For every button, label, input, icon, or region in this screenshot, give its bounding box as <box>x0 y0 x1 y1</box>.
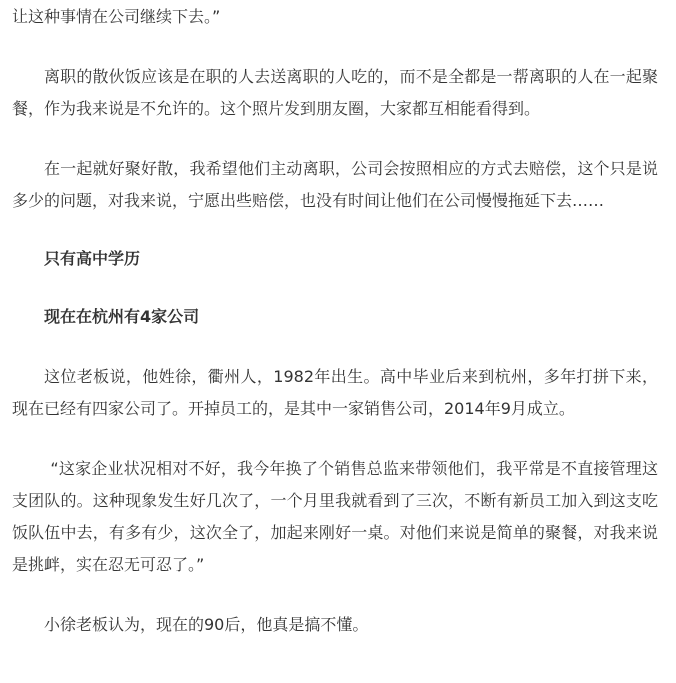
paragraph-farewell-dinner: 离职的散伙饭应该是在职的人去送离职的人吃的，而不是全都是一帮离职的人在一起聚餐，作为我来说是不允许的。这个照片发到朋友圈，大家都互相能看得到。 <box>12 67 658 118</box>
article-body <box>12 1 658 641</box>
paragraph-quote-end: 让这种事情在公司继续下去。” <box>12 7 221 26</box>
section-heading-education: 只有高中学历 <box>44 249 141 268</box>
paragraph-boss-intro: 这位老板说，他姓徐，衢州人，1982年出生。高中毕业后来到杭州，多年打拼下来，现在已经有四家公司了。开掉员工的，是其中一家销售公司，2014年9月成立。 <box>12 367 658 418</box>
paragraph-boss-quote: “这家企业状况相对不好，我今年换了个销售总监来带领他们，我平常是不直接管理这支团队的。这种现象发生好几次了，一个月里我就看到了三次，不断有新员工加入到这支吃饭队伍中去，有多有少，这次全了，加起来刚好一桌。对他们来说是简单的聚餐，对我来说是挑衅，实在忍无可忍了。” <box>12 459 658 574</box>
paragraph-compensation: 在一起就好聚好散，我希望他们主动离职，公司会按照相应的方式去赔偿，这个只是说多少的问题，对我来说，宁愿出些赔偿，也没有时间让他们在公司慢慢拖延下去…… <box>12 159 658 210</box>
section-heading-companies: 现在在杭州有4家公司 <box>44 307 200 326</box>
paragraph-post90s: 小徐老板认为，现在的90后，他真是搞不懂。 <box>44 615 369 634</box>
